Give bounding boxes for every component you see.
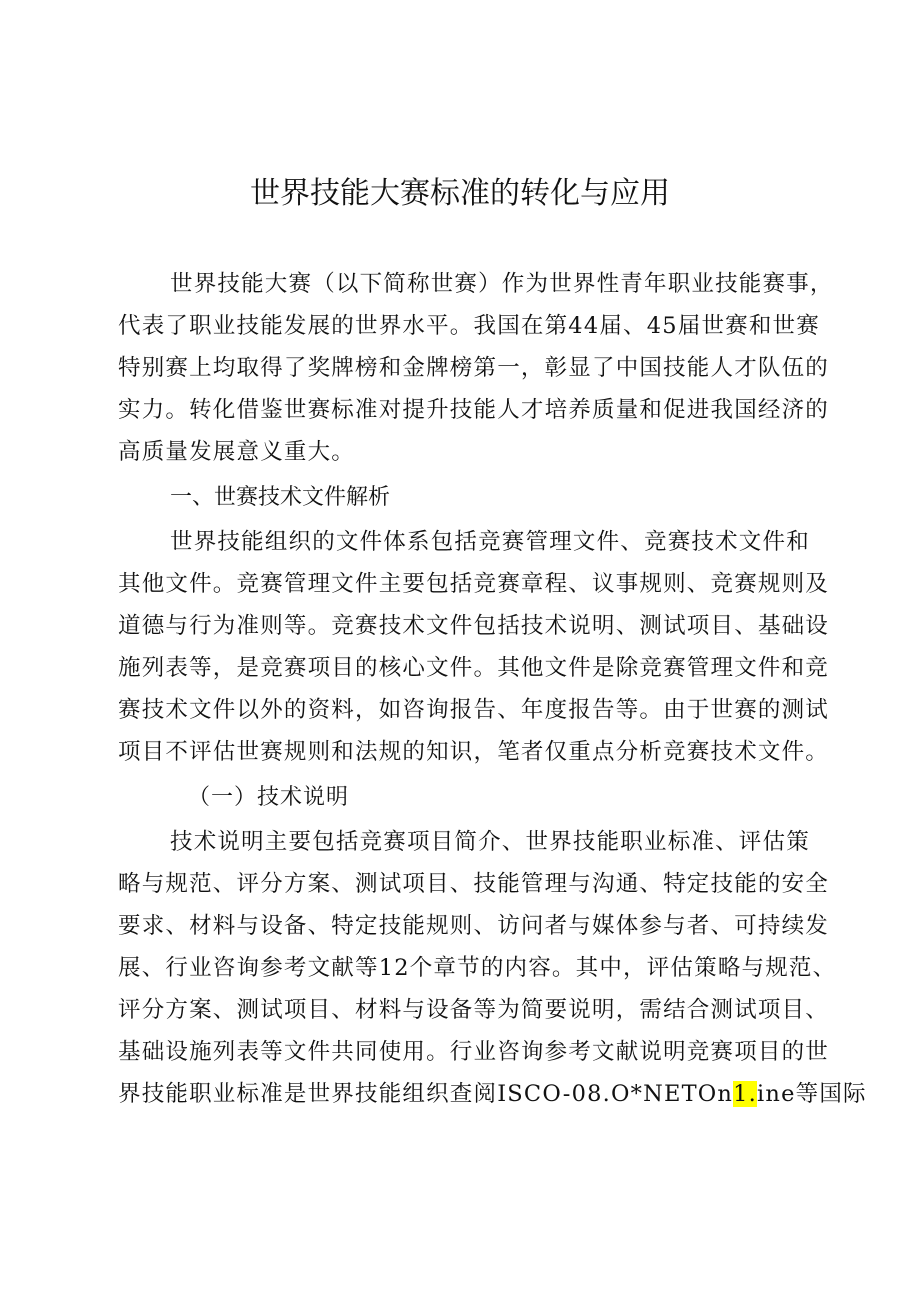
subsection-heading: （一）技术说明 — [188, 785, 350, 810]
paragraph-line: 项目不评估世赛规则和法规的知识，笔者仅重点分析竞赛技术文件。 — [118, 739, 830, 765]
section-heading: 一、世赛技术文件解析 — [170, 485, 391, 510]
paragraph-line: 代表了职业技能发展的世界水平。我国在第44届、45届世赛和世赛 — [118, 313, 820, 339]
paragraph-line: 施列表等，是竞赛项目的核心文件。其他文件是除竞赛管理文件和竞 — [118, 655, 830, 681]
paragraph-line: 赛技术文件以外的资料，如咨询报告、年度报告等。由于世赛的测试 — [118, 697, 830, 723]
paragraph-line: 高质量发展意义重大。 — [118, 439, 356, 465]
paragraph-line: 要求、材料与设备、特定技能规则、访问者与媒体参与者、可持续发 — [118, 913, 830, 939]
paragraph-line: 世界技能大赛（以下简称世赛）作为世界性青年职业技能赛事， — [170, 271, 834, 297]
paragraph-line — [118, 1076, 867, 1112]
paragraph-line: 略与规范、评分方案、测试项目、技能管理与沟通、特定技能的安全 — [118, 871, 830, 897]
paragraph-line: 特别赛上均取得了奖牌榜和金牌榜第一，彰显了中国技能人才队伍的 — [118, 355, 830, 381]
paragraph-line: 其他文件。竞赛管理文件主要包括竞赛章程、议事规则、竞赛规则及 — [118, 571, 830, 597]
text-run: 界技能职业标准是世界技能组织查阅ISCO-08.O*NETOn — [118, 1081, 734, 1107]
highlighted-text: 1. — [733, 1081, 758, 1107]
paragraph-line: 道德与行为准则等。竞赛技术文件包括技术说明、测试项目、基础设 — [118, 613, 830, 639]
paragraph-line: 技术说明主要包括竞赛项目简介、世界技能职业标准、评估策 — [170, 829, 810, 855]
paragraph-line: 实力。转化借鉴世赛标准对提升技能人才培养质量和促进我国经济的 — [118, 397, 830, 423]
paragraph-line: 世界技能组织的文件体系包括竞赛管理文件、竞赛技术文件和 — [170, 529, 810, 555]
paragraph-line: 展、行业咨询参考文献等12个章节的内容。其中，评估策略与规范、 — [118, 955, 837, 981]
document-title: 世界技能大赛标准的转化与应用 — [250, 176, 670, 211]
paragraph-line: 评分方案、测试项目、材料与设备等为简要说明，需结合测试项目、 — [118, 997, 830, 1023]
text-run: ine等国际 — [757, 1081, 867, 1107]
paragraph-line: 基础设施列表等文件共同使用。行业咨询参考文献说明竞赛项目的世 — [118, 1039, 830, 1065]
